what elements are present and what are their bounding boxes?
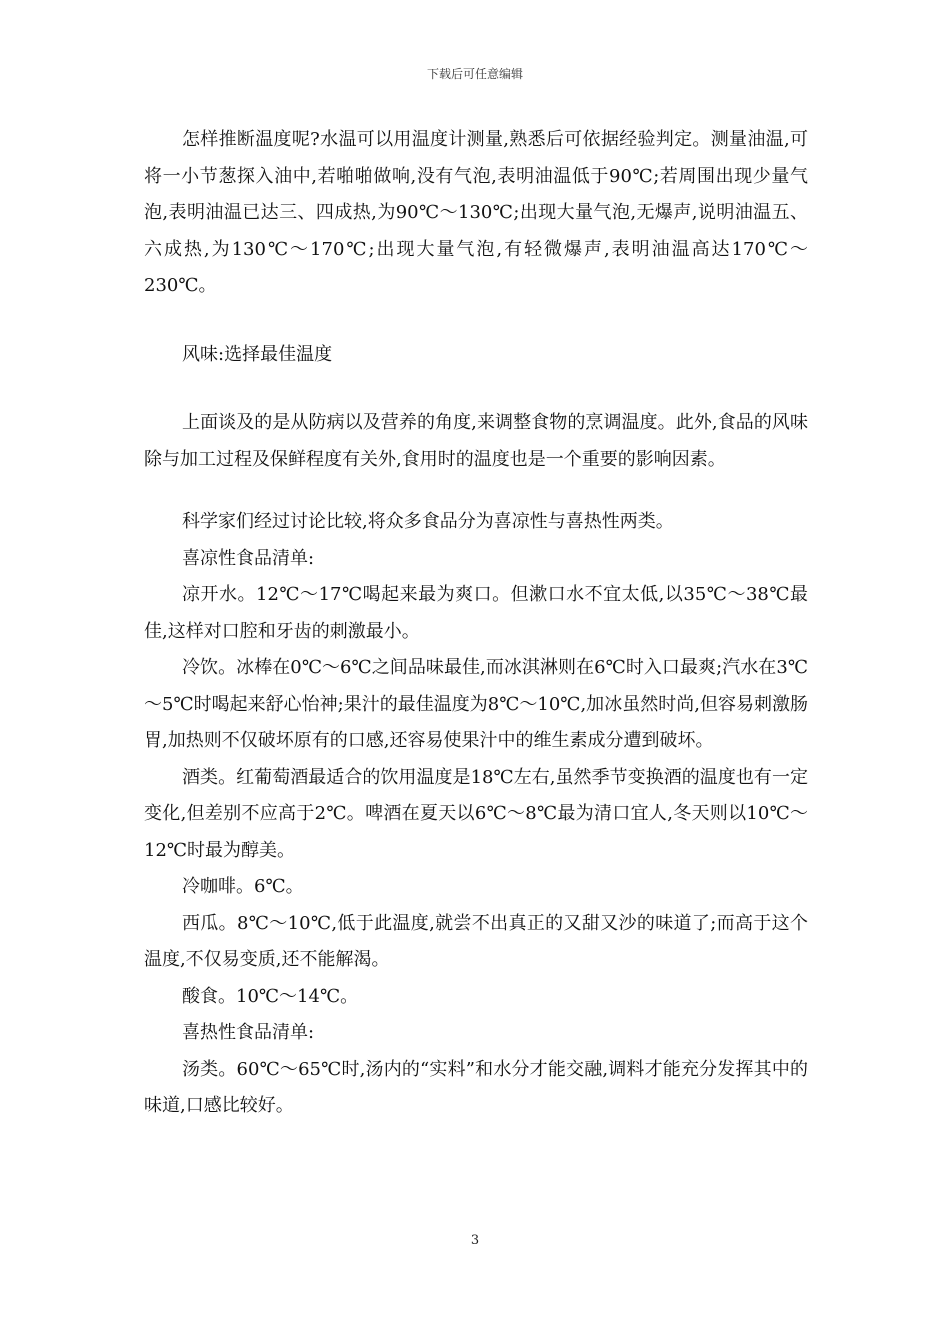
paragraph-temperature-judging: 怎样推断温度呢?水温可以用温度计测量,熟悉后可依据经验判定。测量油温,可将一小节葱探入油中,若啪啪做响,没有气泡,表明油温低于90℃;若周围出现少量气泡,表明油温已达三、四成热,为90℃～130℃;出现大量气泡,无爆声,说明油温五、六成热,为130℃～170℃;出现大量气泡,有轻微爆声,表明油温高达170℃～230℃。 <box>144 129 808 296</box>
paragraph-flavor-intro: 上面谈及的是从防病以及营养的角度,来调整食物的烹调温度。此外,食品的风味除与加工过程及保鲜程度有关外,食用时的温度也是一个重要的影响因素。 <box>144 412 808 470</box>
section-heading-flavor: 风味:选择最佳温度 <box>182 343 333 365</box>
document-body <box>144 122 808 1125</box>
page-number: 3 <box>470 1233 480 1248</box>
list-item-wine: 酒类。红葡萄酒最适合的饮用温度是18℃左右,虽然季节变换酒的温度也有一定变化,但差别不应高于2℃。啤酒在夏天以6℃～8℃最为清口宜人,冬天则以10℃～12℃时最为醇美。 <box>144 766 808 861</box>
paragraph-classification: 科学家们经过讨论比较,将众多食品分为喜凉性与喜热性两类。 <box>182 511 674 532</box>
list-item-watermelon: 西瓜。8℃～10℃,低于此温度,就尝不出真正的又甜又沙的味道了;而高于这个温度,不仅易变质,还不能解渴。 <box>144 912 808 970</box>
list-heading-hot-foods: 喜热性食品清单: <box>182 1022 315 1043</box>
list-item-cold-drinks: 冷饮。冰棒在0℃～6℃之间品味最佳,而冰淇淋则在6℃时入口最爽;汽水在3℃～5℃时喝起来舒心怡神;果汁的最佳温度为8℃～10℃,加冰虽然时尚,但容易刺激肠胃,加热则不仅破坏原有的口感,还容易使果汁中的维生素成分遭到破坏。 <box>144 657 808 751</box>
list-item-iced-coffee: 冷咖啡。6℃。 <box>182 876 304 897</box>
list-item-sour-food: 酸食。10℃～14℃。 <box>182 985 359 1007</box>
page-header: 下载后可任意编辑 <box>426 67 523 81</box>
list-item-cool-water: 凉开水。12℃～17℃喝起来最为爽口。但漱口水不宜太低,以35℃～38℃最佳,这样对口腔和牙齿的刺激最小。 <box>144 584 808 642</box>
list-item-soup: 汤类。60℃～65℃时,汤内的“实料”和水分才能交融,调料才能充分发挥其中的味道,口感比较好。 <box>144 1058 808 1116</box>
list-heading-cool-foods: 喜凉性食品清单: <box>182 547 315 569</box>
